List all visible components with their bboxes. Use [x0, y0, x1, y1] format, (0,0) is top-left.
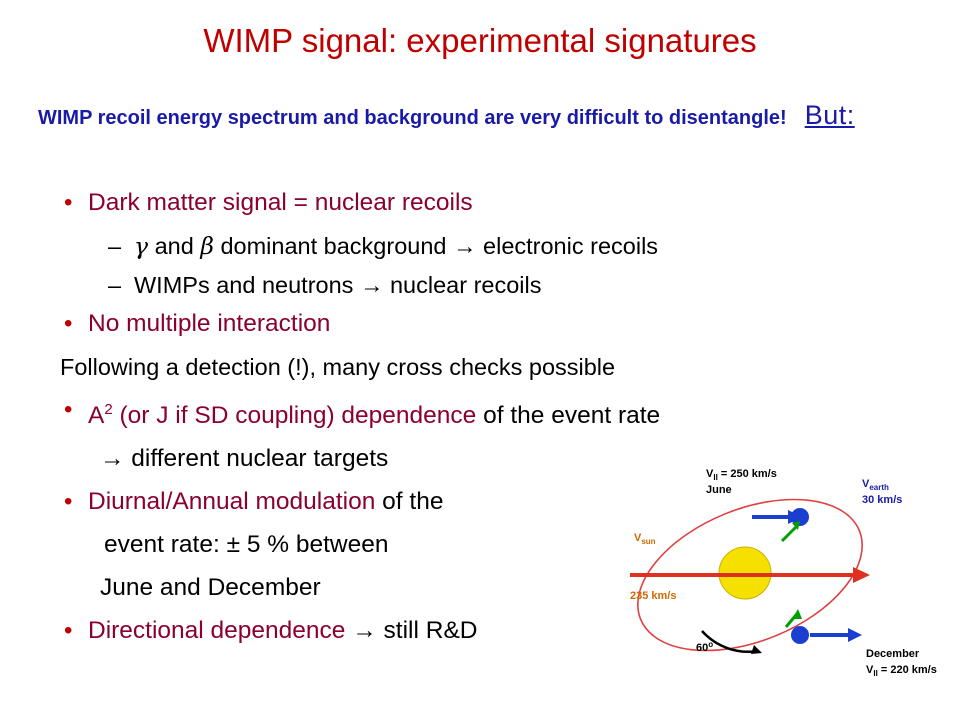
- list-item-label: Dark matter signal = nuclear recoils: [88, 189, 473, 216]
- continuation-label: → different nuclear targets: [100, 445, 389, 473]
- label-v-sun: V: [634, 532, 642, 544]
- svg-text:Vsun: [634, 532, 656, 546]
- label-angle: 60: [696, 642, 709, 654]
- beta-symbol: β: [200, 232, 214, 260]
- svg-text:Vearth: [862, 478, 889, 492]
- page-title: WIMP signal: experimental signatures: [203, 22, 757, 59]
- continuation-label: event rate: ± 5 % between: [104, 531, 389, 559]
- list-item: [56, 309, 936, 339]
- but-label: But:: [804, 100, 855, 130]
- dash-icon: –: [108, 233, 122, 259]
- label-december: December: [866, 648, 920, 660]
- subtitle-text: WIMP recoil energy spectrum and background are very difficult to disentangle!: [38, 107, 787, 129]
- list-item: [56, 188, 936, 218]
- label-v-earth: V: [862, 478, 870, 490]
- list-item-label: dominant background → electronic recoils: [213, 233, 659, 259]
- list-item-label-a: A: [88, 402, 105, 430]
- label-angle-sup: o: [708, 640, 714, 649]
- label-v-earth-sub: earth: [869, 483, 889, 492]
- paragraph-label: Following a detection (!), many cross checks possible: [60, 354, 616, 380]
- list-item-label: WIMPs and neutrons → nuclear recoils: [134, 272, 542, 298]
- svg-text:VII = 250 km/s: [706, 468, 777, 482]
- bullet-icon: •: [64, 617, 73, 645]
- svg-text:60o: [696, 640, 713, 654]
- label-v-par-june: V: [706, 468, 714, 480]
- list-item: [56, 231, 936, 261]
- label-v-par-dec-sub: II: [873, 669, 878, 678]
- label-v-sun-val: 235 km/s: [630, 590, 677, 602]
- gamma-symbol: γ: [134, 232, 149, 260]
- list-item-label-mid: and: [148, 233, 201, 259]
- label-june: June: [706, 484, 732, 496]
- svg-text:VII = 220 km/s: [866, 664, 937, 678]
- label-v-par-june-val: = 250 km/s: [717, 468, 777, 480]
- list-item-label-b: of the: [375, 488, 444, 516]
- label-v-par-dec-val: = 220 km/s: [877, 664, 937, 676]
- list-item: [56, 270, 936, 300]
- list-item: [56, 395, 936, 431]
- bullet-icon: •: [64, 488, 73, 516]
- list-item-label-c: of the event rate: [476, 402, 661, 430]
- list-item-label-b: (or J if SD coupling) dependence: [112, 402, 477, 430]
- superscript-exponent: 2: [104, 401, 113, 418]
- bullet-icon: •: [64, 310, 73, 337]
- label-v-par-june-sub: II: [713, 473, 718, 482]
- list-item-label: No multiple interaction: [88, 310, 331, 337]
- list-item-label-a: Directional dependence: [88, 617, 346, 645]
- label-v-sun-sub: sun: [641, 537, 656, 546]
- label-v-par-dec: V: [866, 664, 874, 676]
- bullet-icon: •: [64, 396, 73, 423]
- dash-icon: –: [108, 272, 122, 298]
- subtitle: [38, 100, 928, 133]
- label-v-earth-val: 30 km/s: [862, 494, 903, 506]
- list-item-label-a: Diurnal/Annual modulation: [88, 488, 376, 516]
- list-item-label-b: → still R&D: [345, 617, 478, 645]
- bullet-icon: •: [64, 189, 73, 216]
- paragraph-text: [56, 352, 936, 382]
- continuation-label: June and December: [100, 574, 321, 602]
- earth-orbit-diagram: [610, 455, 955, 705]
